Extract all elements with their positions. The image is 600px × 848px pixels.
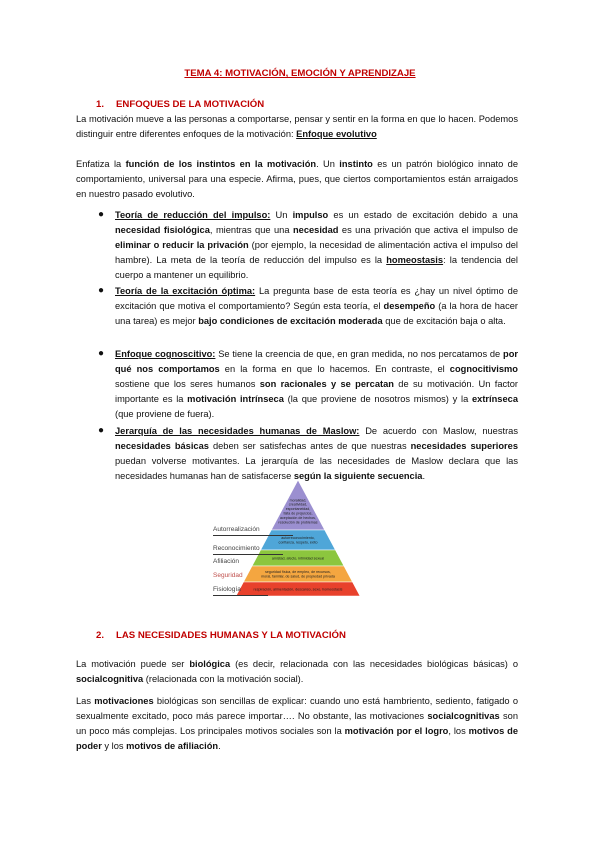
text-run: (es decir, relacionada con las necesidades biológicas básicas) o	[230, 659, 518, 669]
bold-run: impulso	[292, 210, 329, 220]
section-2-heading	[96, 630, 346, 641]
section-1-number: 1.	[96, 99, 105, 110]
bold-run: son racionales y se percatan	[259, 379, 394, 389]
bold-run: función de los instintos en la motivación	[125, 159, 317, 169]
text-run: La motivación puede ser	[76, 659, 190, 669]
bold-run: motivos de afiliación	[126, 741, 219, 751]
text-run: (la que proviene de nosotros mismos) y la	[283, 394, 472, 404]
bullet-2-text	[115, 284, 518, 329]
pyramid-tier-text: resolución de problemas	[278, 520, 318, 525]
bullet-2-heading: Teoría de la excitación óptima:	[115, 286, 256, 296]
text-run: De acuerdo con Maslow, nuestras	[359, 426, 518, 436]
text-run: (a la hora de hacer una tarea) es mejor	[115, 301, 519, 326]
text-run: Un	[270, 210, 293, 220]
intro-text: La motivación mueve a las personas a comportarse, pensar y sentir en la forma en que lo hacen. Podemos distinguir entre diferentes enfoques de la motivación:	[76, 114, 518, 139]
text-run: (relacionada con la motivación social).	[143, 674, 304, 684]
text-run: y los	[101, 741, 127, 751]
pyramid-tier-text: seguridad física, de empleo, de recursos,	[265, 570, 331, 575]
bullet-icon: ●	[98, 285, 105, 296]
section-1-intro	[76, 112, 518, 142]
bullet-icon: ●	[98, 209, 105, 220]
bullet-4-text	[115, 424, 518, 484]
text-run: biológicas son sencillas de explicar: cuando uno está hambriento, sediento, fatigado o sexualmente excitado, poco más parece importar…. No obstante, las motivaciones	[76, 696, 518, 721]
bold-run: socialcognitiva	[76, 674, 144, 684]
section-1-paragraph-2	[76, 157, 518, 202]
bold-run: necesidad	[292, 225, 339, 235]
text-run: : la tendencia del cuerpo a mantener un equilibrio.	[115, 255, 518, 280]
text-run: .	[218, 741, 221, 751]
section-2-paragraph-2	[76, 694, 518, 754]
section-2-number: 2.	[96, 630, 105, 641]
bold-run: motivación intrínseca	[187, 394, 284, 404]
pyramid-tier-text: espontaneidad,	[285, 507, 311, 512]
bold-run: motivaciones	[94, 696, 154, 706]
pyramid-tier-text: moral, familiar, de salud, de propiedad privada	[261, 574, 335, 579]
pyramid-tier-text: confianza, respeto, éxito	[278, 540, 318, 545]
bold-run: desempeño	[383, 301, 436, 311]
text-run: La pregunta base de esta teoría es ¿hay un nivel óptimo de excitación que motiva el comportamiento? Según esta teoría, el	[115, 286, 518, 311]
section-2-paragraph-1	[76, 657, 518, 687]
section-2-title: LAS NECESIDADES HUMANAS Y LA MOTIVACIÓN	[116, 630, 346, 641]
bold-run: motivación por el logro	[344, 726, 449, 736]
section-1-heading	[96, 99, 264, 110]
text-run: son un poco más complejas. Los principales motivos sociales son la	[76, 711, 518, 736]
bullet-3-text	[115, 347, 518, 422]
bold-run: motivos de poder	[76, 726, 519, 751]
text-run: es una privación que activa el impulso de	[338, 225, 518, 235]
text-run: (por ejemplo, la necesidad de alimentación activa el impulso del hambre). La meta de la teoría de reducción del impulso es la	[115, 240, 518, 265]
pyramid-tier-text: aceptación de hechos,	[280, 515, 316, 520]
bold-run: biológica	[189, 659, 231, 669]
bold-run: necesidades básicas	[115, 441, 209, 451]
bullet-1-text	[115, 208, 518, 283]
text-run: Se tiene la creencia de que, en gran medida, no nos percatamos de	[215, 349, 504, 359]
text-run: (que proviene de fuera).	[115, 409, 215, 419]
pyramid-label-fisiologia: Fisiología	[213, 586, 241, 593]
text-run: sostiene que los seres humanos	[115, 379, 260, 389]
pyramid-label-afiliacion: Afiliación	[213, 558, 240, 565]
bold-run: por qué nos comportamos	[115, 349, 518, 374]
bold-run: necesidades superiores	[410, 441, 518, 451]
enfoque-evolutivo-link-text: Enfoque evolutivo	[296, 129, 377, 139]
pyramid-tier-text: respiración, alimentación, descanso, sexo, homeostasis	[253, 587, 343, 592]
bold-run: instinto	[339, 159, 373, 169]
text-run: .	[422, 471, 426, 481]
bold-run: eliminar o reducir la privación	[115, 240, 249, 250]
text-run: deben ser satisfechas antes de que nuestras	[208, 441, 411, 451]
bullet-icon: ●	[98, 425, 105, 436]
text-run: es un patrón biológico innato de comportamiento, universal para una especie. Afirma, pues, que ciertos comportamientos están arraigados en nuestro pasado evolutivo.	[76, 159, 518, 199]
text-run: de su motivación. Un factor importante es la	[115, 379, 518, 404]
pyramid-tier-text: autorreconocimiento,	[281, 536, 315, 541]
bullet-1-heading: Teoría de reducción del impulso:	[115, 210, 271, 220]
pyramid-tier-text: falta de prejuicios,	[283, 511, 313, 516]
bold-run: homeostasis	[386, 255, 444, 265]
pyramid-tier-text: moralidad,	[289, 498, 307, 503]
bold-run: necesidad fisiológica	[115, 225, 210, 235]
pyramid-tier-text: amistad, afecto, intimidad sexual	[271, 556, 325, 561]
text-run: . Un	[316, 159, 340, 169]
pyramid-tier-text: creatividad,	[288, 502, 308, 507]
pyramid-label-reconocimiento: Reconocimiento	[213, 545, 260, 552]
bullet-3-heading: Enfoque cognoscitivo:	[115, 349, 216, 359]
bold-run: cognocitivismo	[449, 364, 518, 374]
bold-run: extrínseca	[471, 394, 518, 404]
text-run: es un estado de excitación debido a una	[328, 210, 518, 220]
bold-run: bajo condiciones de excitación moderada	[198, 316, 383, 326]
document-title: TEMA 4: MOTIVACIÓN, EMOCIÓN Y APRENDIZAJE	[184, 68, 416, 79]
text-run: puedan volverse motivantes. La jerarquía de las necesidades de Maslow declara que las necesidades humanas han de satisfacerse	[115, 456, 518, 481]
bullet-4-heading: Jerarquía de las necesidades humanas de Maslow:	[115, 426, 360, 436]
section-1-title: ENFOQUES DE LA MOTIVACIÓN	[116, 99, 265, 110]
pyramid-label-line	[213, 595, 268, 596]
text-run: , mientras que una	[209, 225, 293, 235]
bold-run: según la siguiente secuencia	[293, 471, 423, 481]
text-run: Enfatiza la	[76, 159, 126, 169]
pyramid-label-autorrealizacion: Autorrealización	[213, 526, 260, 533]
pyramid-label-line	[213, 535, 293, 536]
pyramid-label-seguridad: Seguridad	[213, 572, 243, 579]
maslow-pyramid	[208, 478, 388, 600]
pyramid-label-line	[213, 554, 283, 555]
bold-run: socialcognitivas	[427, 711, 500, 721]
bullet-icon: ●	[98, 348, 105, 359]
text-run: Las	[76, 696, 95, 706]
text-run: en la forma en que lo hacemos. En contraste, el	[219, 364, 450, 374]
text-run: que de excitación baja o alta.	[382, 316, 506, 326]
text-run: , los	[448, 726, 469, 736]
